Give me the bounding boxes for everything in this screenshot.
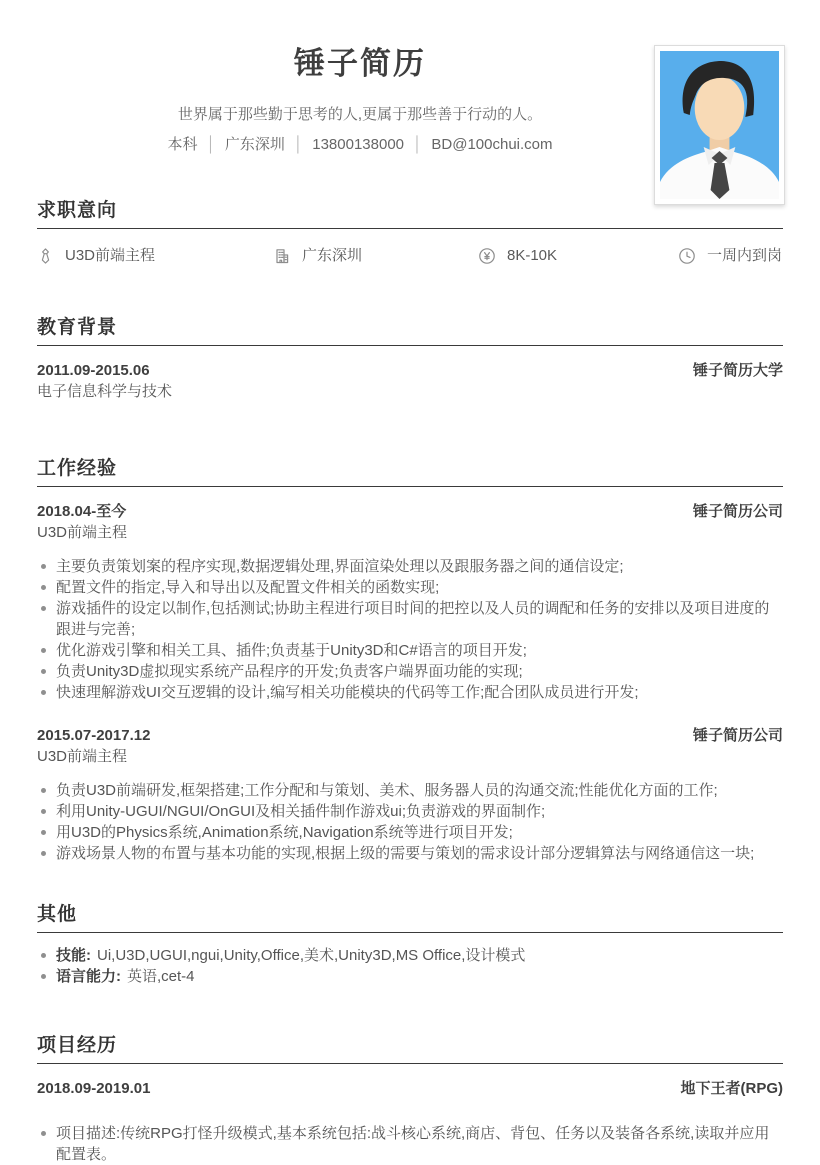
entry-period: 2018.09-2019.01 [37,1080,151,1097]
entry-period: 2015.07-2017.12 [37,727,151,744]
motto-line: 世界属于那些勤于思考的人,更属于那些善于行动的人。 [177,106,543,123]
entry-head [37,725,783,746]
work-bullet-list [37,780,783,864]
work-entry [37,501,783,703]
section-title-other: 其他 [37,904,783,933]
entry-role: U3D前端主程 [37,524,128,541]
section-title-projects: 项目经历 [37,1035,783,1064]
degree-text: 本科 [167,136,198,153]
work-bullet-list [37,556,783,703]
project-bullet-list [37,1123,783,1165]
intent-item-salary [478,245,678,266]
avatar [654,45,785,205]
bullet-item: 游戏场景人物的布置与基本功能的实现,根据上级的需要与策划的需求设计部分逻辑算法与网络通信这一块; [37,843,783,864]
bullet-item: 用U3D的Physics系统,Animation系统,Navigation系统等进行项目开发; [37,822,783,843]
skill-text: Ui,U3D,UGUI,ngui,Unity,Office,美术,Unity3D,MS Office,设计模式 [97,947,526,964]
section-title-education: 教育背景 [37,317,783,346]
intent-item-position [37,245,273,266]
contact-line [37,134,683,156]
entry-company: 锤子简历公司 [692,727,783,744]
entry-school: 锤子简历大学 [692,362,783,379]
bullet-item: 主要负责策划案的程序实现,数据逻辑处理,界面渲染处理以及跟服务器之间的通信设定; [37,556,783,577]
intent-label: 一周内到岗 [707,247,783,264]
intent-label: 8K-10K [507,247,558,264]
contact-separator: │ [293,136,304,153]
clock-icon [678,247,696,265]
section-projects [37,1035,783,1165]
section-job-intent [37,200,783,266]
bullet-item: 利用Unity-UGUI/NGUI/OnGUI及相关插件制作游戏ui;负责游戏的界面制作; [37,801,783,822]
phone-text: 13800138000 [312,136,405,153]
section-education [37,317,783,402]
section-title-work: 工作经验 [37,458,783,487]
section-title-job-intent: 求职意向 [37,200,783,229]
tie-icon [37,247,54,265]
entry-head [37,1078,783,1099]
intent-row [37,245,783,266]
bullet-item: 配置文件的指定,导入和导出以及配置文件相关的函数实现; [37,577,783,598]
education-entry [37,360,783,402]
project-entry [37,1078,783,1165]
intent-item-availability [678,245,783,266]
intent-label: 广东深圳 [302,247,363,264]
intent-label: U3D前端主程 [65,247,156,264]
section-work [37,458,783,864]
skill-item [37,945,783,966]
intent-item-location [273,245,478,266]
location-text: 广东深圳 [224,136,285,153]
entry-major: 电子信息科学与技术 [37,383,173,400]
yen-circle-icon [478,247,496,265]
section-other [37,904,783,987]
bullet-item: 项目描述:传统RPG打怪升级模式,基本系统包括:战斗核心系统,商店、背包、任务以及装备各系统,读取并应用配置表。 [37,1123,783,1165]
bullet-item: 负责U3D前端研发,框架搭建;工作分配和与策划、美术、服务器人员的沟通交流;性能优化方面的工作; [37,780,783,801]
bullet-item: 优化游戏引擎和相关工具、插件;负责基于Unity3D和C#语言的项目开发; [37,640,783,661]
entry-period: 2018.04-至今 [37,503,127,520]
entry-head [37,501,783,522]
other-list [37,945,783,987]
bullet-item: 负责Unity3D虚拟现实系统产品程序的开发;负责客户端界面功能的实现; [37,661,783,682]
language-label: 语言能力: [56,968,121,985]
bullet-item: 游戏插件的设定以制作,包括测试;协助主程进行项目时间的把控以及人员的调配和任务的安排以及项目进度的跟进与完善; [37,598,783,640]
entry-company: 锤子简历公司 [692,503,783,520]
entry-role: U3D前端主程 [37,748,128,765]
page-title: 锤子简历 [294,46,426,81]
bullet-item: 快速理解游戏UI交互逻辑的设计,编写相关功能模块的代码等工作;配合团队成员进行开发; [37,682,783,703]
building-icon [273,247,291,265]
language-item [37,966,783,987]
resume-header [37,0,783,156]
header-text [37,46,683,156]
entry-head [37,360,783,381]
language-text: 英语,cet-4 [127,968,195,985]
entry-project-name: 地下王者(RPG) [680,1080,783,1097]
email-text: BD@100chui.com [431,136,553,153]
skill-label: 技能: [56,947,91,964]
contact-separator: │ [206,136,216,153]
work-entry [37,725,783,864]
avatar-illustration [660,51,779,199]
entry-period: 2011.09-2015.06 [37,362,150,379]
contact-separator: │ [413,136,423,153]
